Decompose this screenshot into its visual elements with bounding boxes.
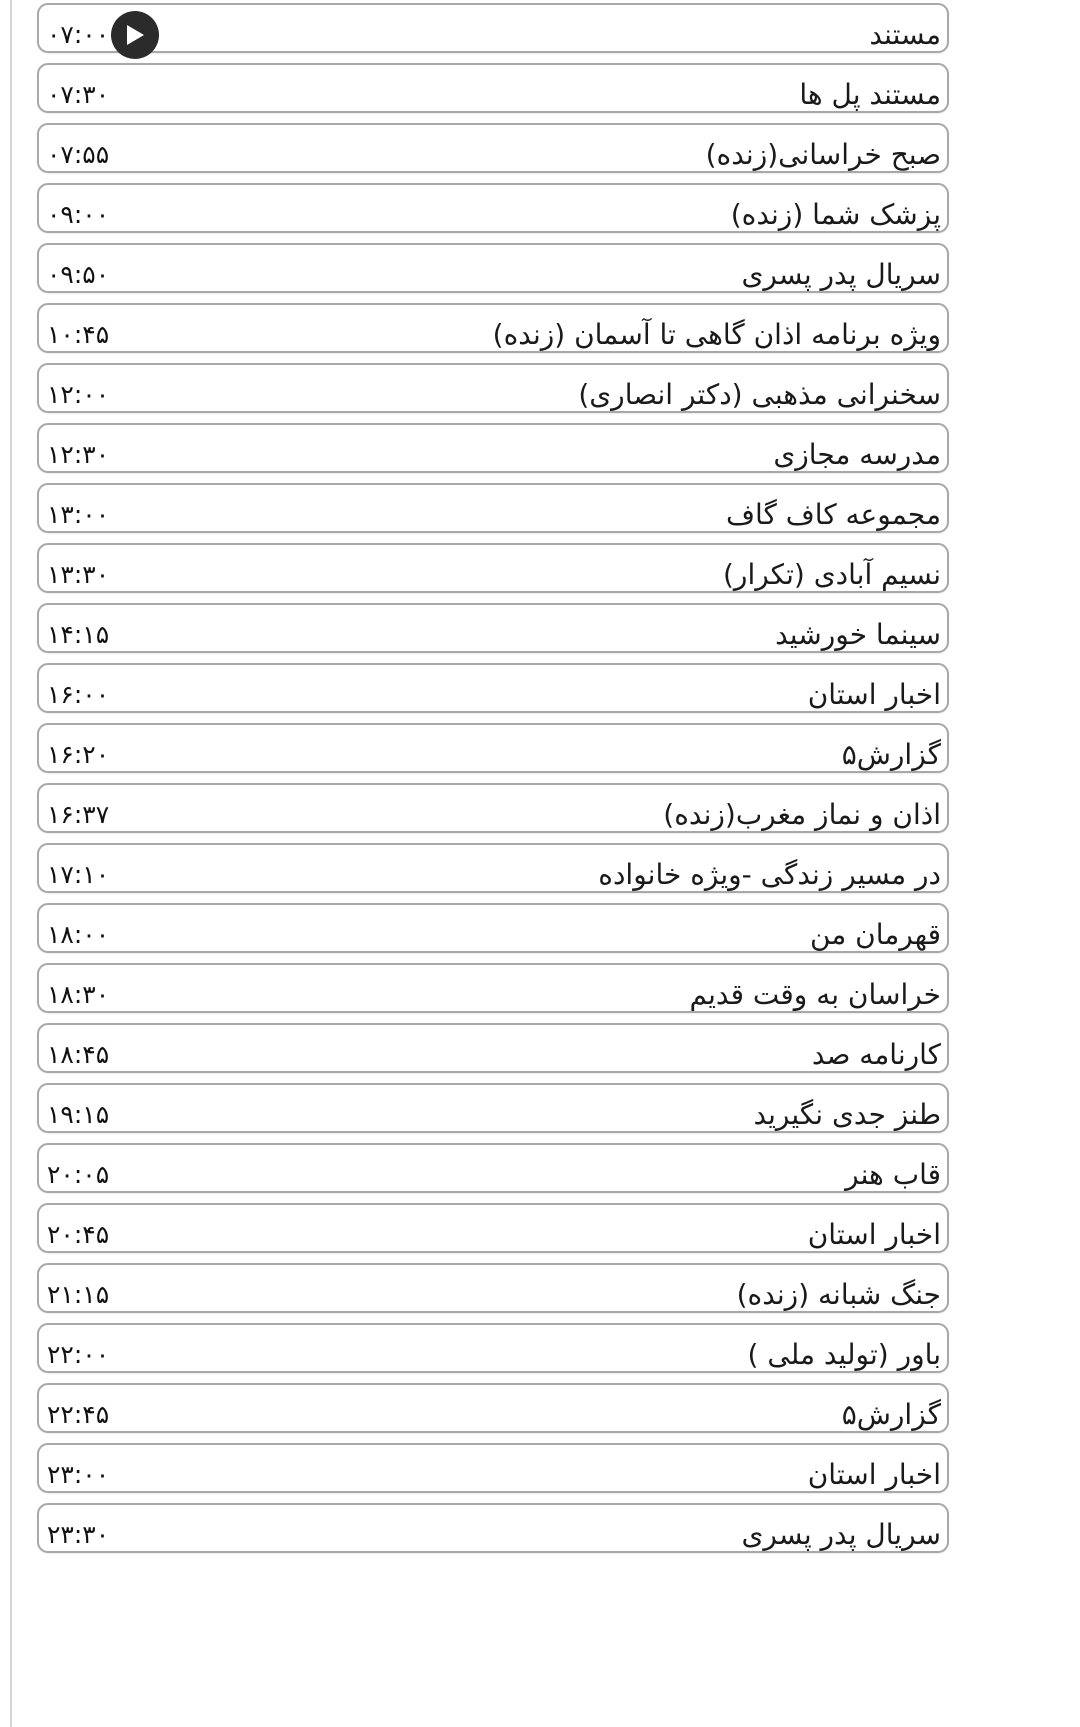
schedule-title: اخبار استان: [807, 1457, 941, 1491]
schedule-time: ۱۳:۳۰: [47, 560, 110, 589]
schedule-title: صبح خراسانی(زنده): [705, 137, 941, 171]
schedule-row[interactable]: [37, 1023, 949, 1073]
schedule-title: نسیم آبادی (تکرار): [723, 557, 941, 591]
schedule-title: طنز جدی نگیرید: [753, 1097, 941, 1131]
schedule-title: سخنرانی مذهبی (دکتر انصاری): [578, 377, 941, 411]
schedule-row[interactable]: [37, 603, 949, 653]
schedule-time: ۲۲:۰۰: [47, 1340, 110, 1369]
schedule-time: ۲۳:۰۰: [47, 1460, 110, 1489]
schedule-row[interactable]: [37, 1323, 949, 1373]
schedule-title: سریال پدر پسری: [741, 257, 941, 291]
schedule-row[interactable]: [37, 723, 949, 773]
schedule-time: ۱۶:۰۰: [47, 680, 110, 709]
schedule-row[interactable]: [37, 303, 949, 353]
schedule-title: اذان و نماز مغرب(زنده): [663, 797, 941, 831]
schedule-row[interactable]: [37, 423, 949, 473]
schedule-row[interactable]: [37, 3, 949, 53]
schedule-time: ۲۱:۱۵: [47, 1280, 110, 1309]
schedule-title: مستند: [869, 17, 941, 51]
schedule-time: ۰۹:۰۰: [47, 200, 110, 229]
schedule-title: گزارش۵: [841, 1397, 941, 1431]
schedule-row[interactable]: [37, 1083, 949, 1133]
schedule-row[interactable]: [37, 363, 949, 413]
schedule-row[interactable]: [37, 843, 949, 893]
schedule-time: ۱۴:۱۵: [47, 620, 110, 649]
schedule-title: پزشک شما (زنده): [730, 197, 941, 231]
schedule-title: اخبار استان: [807, 1217, 941, 1251]
schedule-row[interactable]: [37, 1383, 949, 1433]
schedule-time: ۱۳:۰۰: [47, 500, 110, 529]
schedule-row[interactable]: [37, 1263, 949, 1313]
schedule-row[interactable]: [37, 183, 949, 233]
schedule-title: قهرمان من: [809, 917, 941, 951]
schedule-time: ۱۸:۰۰: [47, 920, 110, 949]
schedule-row[interactable]: [37, 243, 949, 293]
schedule-title: مجموعه کاف گاف: [725, 497, 941, 531]
schedule-row[interactable]: [37, 663, 949, 713]
schedule-title: سینما خورشید: [775, 617, 941, 651]
schedule-time: ۲۰:۰۵: [47, 1160, 110, 1189]
schedule-time: ۱۲:۰۰: [47, 380, 110, 409]
schedule-title: قاب هنر: [845, 1157, 941, 1191]
schedule-title: سریال پدر پسری: [741, 1517, 941, 1551]
schedule-row[interactable]: [37, 963, 949, 1013]
schedule-row[interactable]: [37, 543, 949, 593]
schedule-time: ۰۹:۵۰: [47, 260, 110, 289]
schedule-row[interactable]: [37, 123, 949, 173]
schedule-time: ۱۹:۱۵: [47, 1100, 110, 1129]
schedule-time: ۲۰:۴۵: [47, 1220, 110, 1249]
schedule-time: ۰۷:۵۵: [47, 140, 110, 169]
schedule-time: ۲۲:۴۵: [47, 1400, 110, 1429]
schedule-title: کارنامه صد: [811, 1037, 941, 1071]
schedule-time: ۰۷:۳۰: [47, 80, 110, 109]
schedule-row[interactable]: [37, 483, 949, 533]
schedule-time: ۱۰:۴۵: [47, 320, 110, 349]
schedule-title: ویژه برنامه اذان گاهی تا آسمان (زنده): [492, 317, 941, 351]
schedule-row[interactable]: [37, 1503, 949, 1553]
schedule-time: ۱۷:۱۰: [47, 860, 110, 889]
schedule-row[interactable]: [37, 1203, 949, 1253]
schedule-time: ۰۷:۰۰: [47, 20, 110, 49]
schedule-title: مستند پل ها: [799, 77, 941, 111]
schedule-time: ۲۳:۳۰: [47, 1520, 110, 1549]
schedule-row[interactable]: [37, 63, 949, 113]
schedule-title: گزارش۵: [841, 737, 941, 771]
schedule-time: ۱۶:۲۰: [47, 740, 110, 769]
schedule-title: جنگ شبانه (زنده): [736, 1277, 941, 1311]
schedule-row[interactable]: [37, 1143, 949, 1193]
play-icon[interactable]: [111, 11, 159, 59]
schedule-time: ۱۸:۴۵: [47, 1040, 110, 1069]
left-divider: [10, 0, 12, 1727]
schedule-title: باور (تولید ملی ): [747, 1337, 941, 1371]
schedule-row[interactable]: [37, 903, 949, 953]
schedule-title: خراسان به وقت قدیم: [689, 977, 941, 1011]
schedule-time: ۱۲:۳۰: [47, 440, 110, 469]
schedule-list: [37, 3, 949, 1563]
schedule-time: ۱۶:۳۷: [47, 800, 110, 829]
schedule-row[interactable]: [37, 783, 949, 833]
schedule-title: در مسیر زندگی -ویژه خانواده: [598, 857, 941, 891]
schedule-time: ۱۸:۳۰: [47, 980, 110, 1009]
schedule-row[interactable]: [37, 1443, 949, 1493]
schedule-title: مدرسه مجازی: [773, 437, 941, 471]
schedule-title: اخبار استان: [807, 677, 941, 711]
